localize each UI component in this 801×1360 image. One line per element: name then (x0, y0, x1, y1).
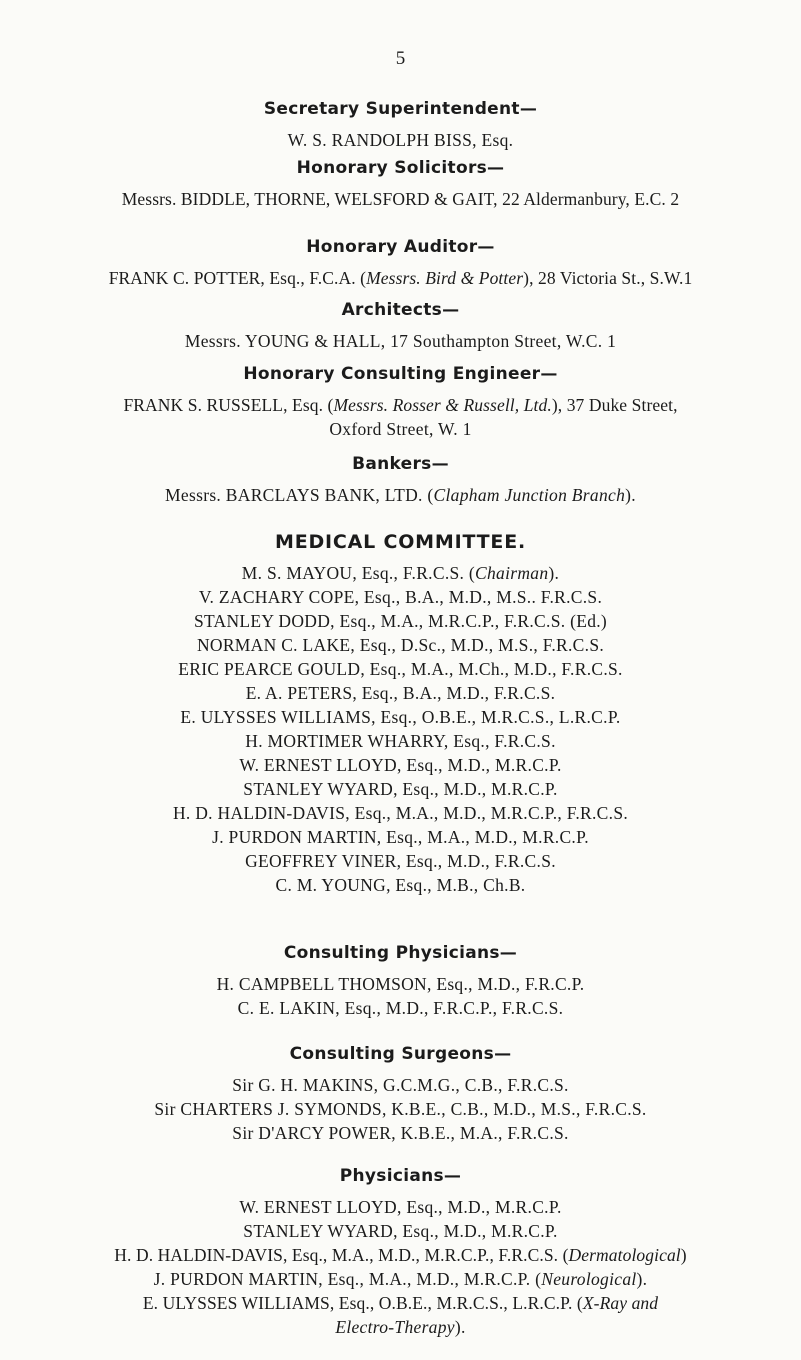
surgeon-entry: Sir G. H. MAKINS, G.C.M.G., C.B., F.R.C.S. (232, 1075, 569, 1095)
section-line: W. S. RANDOLPH BISS, Esq. (287, 130, 514, 150)
physicians (0, 1165, 801, 1339)
committee-member: STANLEY DODD, Esq., M.A., M.R.C.P., F.R.C.S. (Ed.) (193, 611, 608, 631)
physician-entry: J. PURDON MARTIN, Esq., M.A., M.D., M.R.C.P. (Neurological). (153, 1269, 648, 1289)
section-line: Messrs. BIDDLE, THORNE, WELSFORD & GAIT, 22 Aldermanbury, E.C. 2 (121, 189, 680, 209)
committee-member: J. PURDON MARTIN, Esq., M.A., M.D., M.R.C.P. (212, 827, 589, 847)
section-architects (0, 299, 801, 353)
section-line: Messrs. YOUNG & HALL, 17 Southampton Street, W.C. 1 (184, 331, 617, 351)
consulting-physicians (0, 942, 801, 1020)
committee-member: V. ZACHARY COPE, Esq., B.A., M.D., M.S.. F.R.C.S. (198, 587, 603, 607)
section-engineer (0, 363, 801, 441)
physician-entry: W. ERNEST LLOYD, Esq., M.D., M.R.C.P. (239, 1197, 562, 1217)
physician-entry: C. E. LAKIN, Esq., M.D., F.R.C.P., F.R.C.S. (237, 998, 564, 1018)
surgeon-entry: Sir D'ARCY POWER, K.B.E., M.A., F.R.C.S. (232, 1123, 569, 1143)
committee-member: GEOFFREY VINER, Esq., M.D., F.R.C.S. (245, 851, 556, 871)
section-auditor (0, 236, 801, 290)
section-heading: Architects— (341, 300, 460, 320)
section-heading: Bankers— (352, 454, 449, 474)
section-heading: Physicians— (339, 1166, 462, 1186)
page-number: 5 (395, 48, 406, 69)
surgeon-entry: Sir CHARTERS J. SYMONDS, K.B.E., C.B., M.D., M.S., F.R.C.S. (154, 1099, 647, 1119)
section-heading: Secretary Superintendent— (263, 99, 538, 119)
committee-member: M. S. MAYOU, Esq., F.R.C.S. (Chairman). (241, 563, 560, 583)
committee-member: STANLEY WYARD, Esq., M.D., M.R.C.P. (243, 779, 558, 799)
committee-member: H. MORTIMER WHARRY, Esq., F.R.C.S. (245, 731, 556, 751)
section-heading: Honorary Solicitors— (296, 158, 505, 178)
section-secretary (0, 98, 801, 152)
physician-entry: H. D. HALDIN-DAVIS, Esq., M.A., M.D., M.R.C.P., F.R.C.S. (Dermatological) (114, 1245, 687, 1265)
section-solicitors (0, 157, 801, 211)
section-line: FRANK S. RUSSELL, Esq. (Messrs. Rosser & Russell, Ltd.), 37 Duke Street, (123, 395, 678, 415)
section-heading: Honorary Consulting Engineer— (243, 364, 558, 384)
committee-member: E. A. PETERS, Esq., B.A., M.D., F.R.C.S. (245, 683, 556, 703)
medical-committee (0, 531, 801, 897)
committee-member: E. ULYSSES WILLIAMS, Esq., O.B.E., M.R.C.S., L.R.C.P. (180, 707, 621, 727)
physician-entry: E. ULYSSES WILLIAMS, Esq., O.B.E., M.R.C.S., L.R.C.P. (X-Ray and (142, 1293, 659, 1313)
committee-member: W. ERNEST LLOYD, Esq., M.D., M.R.C.P. (239, 755, 562, 775)
committee-member: H. D. HALDIN-DAVIS, Esq., M.A., M.D., M.R.C.P., F.R.C.S. (172, 803, 629, 823)
section-line: FRANK C. POTTER, Esq., F.C.A. (Messrs. Bird & Potter), 28 Victoria St., S.W.1 (108, 268, 693, 288)
section-bankers (0, 453, 801, 507)
physician-entry: Electro-Therapy). (335, 1317, 466, 1337)
committee-member: ERIC PEARCE GOULD, Esq., M.A., M.Ch., M.D., F.R.C.S. (178, 659, 623, 679)
committee-member: C. M. YOUNG, Esq., M.B., Ch.B. (275, 875, 526, 895)
physician-entry: H. CAMPBELL THOMSON, Esq., M.D., F.R.C.P. (216, 974, 585, 994)
committee-member: NORMAN C. LAKE, Esq., D.Sc., M.D., M.S., F.R.C.S. (196, 635, 605, 655)
section-line: Oxford Street, W. 1 (329, 419, 472, 439)
section-heading: Consulting Physicians— (283, 943, 518, 963)
committee-heading: MEDICAL COMMITTEE. (274, 531, 526, 553)
section-heading: Honorary Auditor— (306, 237, 495, 257)
section-line: Messrs. BARCLAYS BANK, LTD. (Clapham Junction Branch). (165, 485, 636, 505)
consulting-surgeons (0, 1043, 801, 1145)
physician-entry: STANLEY WYARD, Esq., M.D., M.R.C.P. (243, 1221, 558, 1241)
section-heading: Consulting Surgeons— (289, 1044, 512, 1064)
